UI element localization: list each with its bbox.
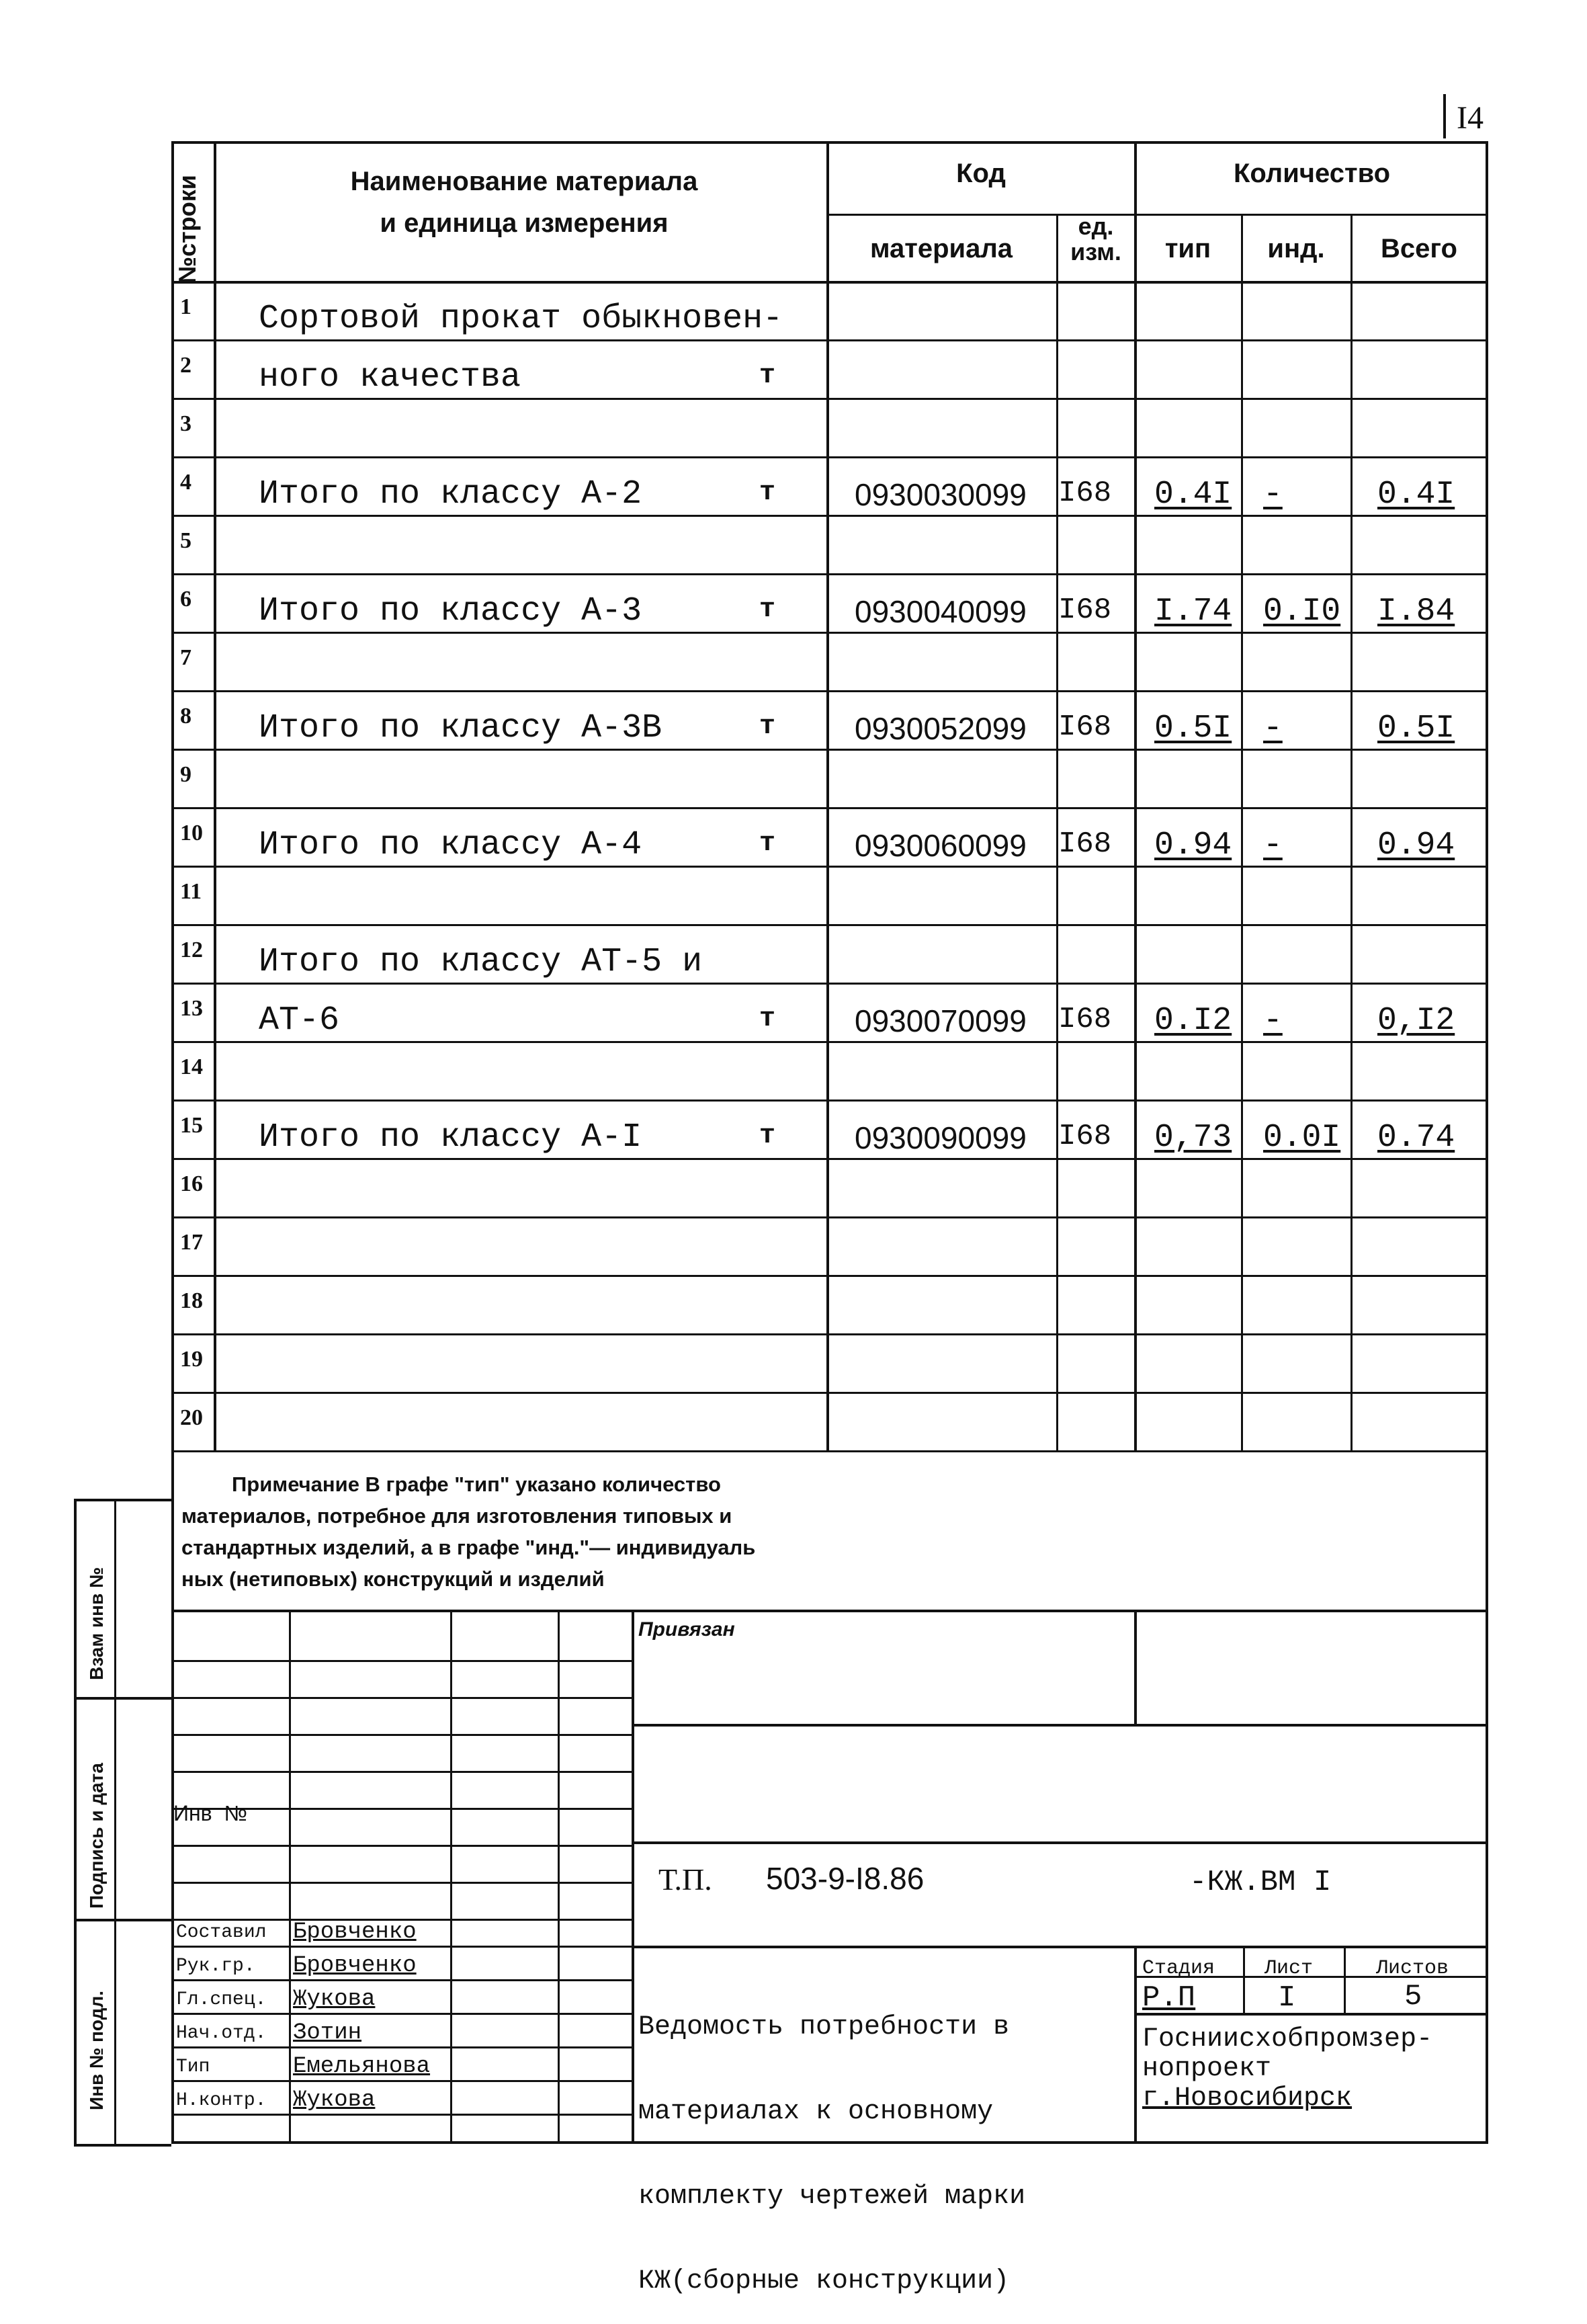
stamp-title-top — [632, 1946, 1488, 1948]
row-qty-total: 0.94 — [1377, 827, 1455, 864]
row-unit: т — [759, 1121, 776, 1151]
table-row-line — [171, 339, 1488, 341]
table-row-line — [171, 1041, 1488, 1043]
stamp-sig-row-line — [171, 2013, 632, 2015]
row-qty-ind: - — [1263, 1003, 1283, 1039]
side-frame-mid — [114, 1499, 116, 2144]
row-number: 9 — [180, 762, 191, 787]
signature-role: Нач.отд. — [176, 2023, 267, 2044]
privyazan-label: Привязан — [638, 1618, 735, 1641]
stamp-sig-row-line — [171, 1660, 632, 1662]
row-qty-total: I.84 — [1377, 593, 1455, 630]
row-material-name: Итого по классу А-I — [259, 1118, 642, 1157]
stamp-col-d — [632, 1610, 634, 2144]
table-row-line — [171, 1099, 1488, 1102]
stamp-sig-row-line — [171, 1734, 632, 1736]
header-name-line2: и единица измерения — [380, 208, 669, 238]
signature-name: Емельянова — [293, 2054, 431, 2079]
sheets-value: 5 — [1404, 1980, 1422, 2014]
header-quantity: Количество — [1233, 159, 1391, 188]
org-line3: г.Новосибирск — [1142, 2083, 1353, 2114]
side-label-podpis: Подпись и дата — [86, 1763, 107, 1909]
signature-role: Н.контр. — [176, 2090, 267, 2111]
row-material-name: Итого по классу А-4 — [259, 826, 642, 864]
row-number: 7 — [180, 645, 191, 670]
side-frame-top — [74, 1499, 171, 1501]
header-qty-total: Всего — [1381, 234, 1457, 263]
row-qty-ind: 0.I0 — [1263, 593, 1341, 630]
row-qty-ind: - — [1263, 710, 1283, 747]
signature-name: Зотин — [293, 2020, 362, 2046]
stamp-sig-row-line — [171, 1979, 632, 1981]
row-qty-ind: 0.0I — [1263, 1120, 1341, 1156]
row-number: 18 — [180, 1288, 203, 1313]
row-number: 14 — [180, 1054, 203, 1079]
drawing-mark: -КЖ.ВМ I — [1189, 1866, 1332, 1899]
header-divider — [826, 214, 1488, 216]
stamp-sig-row-line — [171, 1845, 632, 1847]
row-qty-ind: - — [1263, 476, 1283, 513]
row-qty-type: 0,73 — [1154, 1120, 1232, 1156]
signature-name: Бровченко — [293, 1919, 417, 1945]
page-number-bar — [1443, 94, 1446, 138]
table-row-line — [171, 398, 1488, 400]
tp-code: 503-9-I8.86 — [766, 1861, 925, 1896]
stamp-sig-row-line — [171, 2046, 632, 2048]
stage-value: Р.П — [1142, 1981, 1196, 2015]
stamp-sig-row-line — [171, 1808, 632, 1810]
row-number: 11 — [180, 879, 202, 904]
table-row-line — [171, 983, 1488, 985]
col-line-qty — [1134, 141, 1137, 1450]
signature-role: Гл.спец. — [176, 1989, 267, 2010]
stamp-col-a — [289, 1610, 291, 2144]
table-row-line — [171, 807, 1488, 809]
row-unit: т — [759, 1004, 776, 1034]
note-line2: материалов, потребное для изготовления типовых и — [181, 1504, 732, 1528]
sheet-label: Лист — [1264, 1957, 1314, 1980]
col-line-name — [826, 141, 829, 1450]
row-number: 5 — [180, 528, 191, 553]
row-number: 10 — [180, 821, 203, 845]
stamp-sig-row-line — [171, 2114, 632, 2116]
signature-role: Рук.гр. — [176, 1956, 255, 1977]
row-material-name: АТ-6 — [259, 1001, 340, 1040]
org-line2: нопроект — [1142, 2054, 1272, 2084]
row-material-name: Итого по классу А-3 — [259, 592, 642, 630]
table-row-line — [171, 924, 1488, 926]
row-material-name: Итого по классу АТ-5 и — [259, 943, 703, 981]
stamp-privyazan-bottom — [632, 1724, 1488, 1727]
table-row-line — [171, 632, 1488, 634]
stamp-col-b — [450, 1610, 452, 2144]
row-number: 3 — [180, 411, 191, 436]
table-row-line — [171, 1450, 1488, 1452]
row-material-code: 0930040099 — [855, 594, 1027, 629]
note-line4: ных (нетиповых) конструкций и изделий — [181, 1567, 605, 1591]
signature-name: Жукова — [293, 1987, 376, 2012]
row-unit: т — [759, 361, 776, 391]
row-material-code: 0930070099 — [855, 1003, 1027, 1038]
signature-name: Жукова — [293, 2087, 376, 2113]
row-material-name: Сортовой прокат обыкновен- — [259, 300, 783, 338]
stamp-col-sheets — [1344, 1946, 1346, 2013]
stamp-sig-row-line — [171, 1697, 632, 1699]
row-qty-type: I.74 — [1154, 593, 1232, 630]
row-qty-type: 0.4I — [1154, 476, 1232, 513]
sheet-value: I — [1278, 1981, 1296, 2015]
inv-no-label: Инв № — [173, 1801, 247, 1825]
row-qty-ind: - — [1263, 827, 1283, 864]
row-unit: т — [759, 829, 776, 859]
row-number: 15 — [180, 1113, 203, 1138]
row-number: 8 — [180, 704, 191, 729]
note-line3: стандартных изделий, а в графе "инд."— индивидуаль — [181, 1536, 756, 1559]
side-frame-bottom — [74, 2144, 171, 2147]
row-qty-total: 0.5I — [1377, 710, 1455, 747]
title-line-3: комплекту чертежей марки — [638, 2182, 1026, 2212]
stamp-sig-row-line — [171, 1771, 632, 1773]
stage-label: Стадия — [1142, 1957, 1215, 1980]
row-number: 16 — [180, 1171, 203, 1196]
stamp-col-e — [1134, 1610, 1137, 1724]
row-qty-total: 0,I2 — [1377, 1003, 1455, 1039]
header-qty-type: тип — [1164, 234, 1211, 263]
stamp-org-top — [1134, 2013, 1488, 2016]
row-material-name: ного качества — [259, 358, 521, 397]
document-title — [638, 1957, 1025, 2324]
signature-role: Составил — [176, 1922, 267, 1943]
note-bottom-line — [171, 1610, 1488, 1612]
table-row-line — [171, 1392, 1488, 1394]
table-row-line — [171, 515, 1488, 517]
table-row-line — [171, 1158, 1488, 1160]
stamp-stage-line — [1134, 1976, 1488, 1978]
table-row-line — [171, 866, 1488, 868]
row-number: 1 — [180, 294, 191, 319]
row-qty-total: 0.4I — [1377, 476, 1455, 513]
title-line-1: Ведомость потребности в — [638, 2012, 1010, 2042]
row-unit-code: I68 — [1058, 593, 1112, 627]
stamp-sig-row-line — [171, 2080, 632, 2082]
table-row-line — [171, 749, 1488, 751]
side-frame-left — [74, 1499, 77, 2144]
row-number: 13 — [180, 996, 203, 1021]
header-bottom-line — [171, 281, 1488, 284]
row-material-code: 0930090099 — [855, 1120, 1027, 1155]
row-material-name: Итого по классу А-2 — [259, 475, 642, 513]
side-frame-line2 — [74, 1919, 171, 1921]
row-qty-total: 0.74 — [1377, 1120, 1455, 1156]
org-line1: Гоcниисхобпромзер- — [1142, 2024, 1433, 2055]
row-number: 4 — [180, 470, 191, 495]
header-code: Код — [956, 159, 1006, 188]
row-number: 12 — [180, 938, 203, 962]
row-unit-code: I68 — [1058, 1120, 1112, 1153]
row-material-code: 0930052099 — [855, 711, 1027, 746]
table-row-line — [171, 690, 1488, 692]
table-row-line — [171, 1333, 1488, 1335]
note-line1: Примечание В графе "тип" указано количество — [232, 1472, 721, 1496]
row-material-name: Итого по классу А-3В — [259, 709, 662, 747]
row-number: 6 — [180, 587, 191, 612]
row-unit: т — [759, 595, 776, 625]
row-unit: т — [759, 712, 776, 742]
sheets-label: Листов — [1376, 1957, 1449, 1980]
header-qty-ind: инд. — [1267, 234, 1325, 263]
signature-role: Тип — [176, 2057, 210, 2077]
title-line-4: КЖ(сборные конструкции) — [638, 2266, 1010, 2296]
table-row-line — [171, 1216, 1488, 1218]
header-code-material: материала — [869, 234, 1013, 263]
header-name-line1: Наименование материала — [350, 167, 698, 196]
stamp-mid-line — [632, 1841, 1488, 1844]
tp-label: Т.П. — [658, 1862, 712, 1897]
row-qty-type: 0.5I — [1154, 710, 1232, 747]
title-line-2: материалах к основному — [638, 2097, 994, 2127]
table-row-line — [171, 456, 1488, 458]
stamp-sig-row-line — [171, 1946, 632, 1948]
side-label-vzam: Взам инв № — [86, 1567, 107, 1680]
row-unit-code: I68 — [1058, 710, 1112, 744]
page-number: I4 — [1457, 100, 1484, 136]
row-unit-code: I68 — [1058, 827, 1112, 861]
row-number: 19 — [180, 1347, 203, 1372]
table-row-line — [171, 573, 1488, 575]
side-label-inv-podl: Инв № подл. — [86, 1990, 107, 2110]
col-line-no — [214, 141, 216, 1450]
header-row-no: №строки — [173, 175, 201, 284]
side-frame-line1 — [74, 1697, 171, 1700]
row-unit-code: I68 — [1058, 1003, 1112, 1036]
stamp-col-sheet — [1243, 1946, 1245, 2013]
row-qty-type: 0.I2 — [1154, 1003, 1232, 1039]
table-row-line — [171, 1275, 1488, 1277]
row-qty-type: 0.94 — [1154, 827, 1232, 864]
stamp-sig-row-line — [171, 1882, 632, 1884]
stamp-col-c — [558, 1610, 560, 2144]
row-unit-code: I68 — [1058, 476, 1112, 510]
row-material-code: 0930030099 — [855, 477, 1027, 512]
row-number: 2 — [180, 353, 191, 378]
row-unit: т — [759, 478, 776, 508]
row-number: 20 — [180, 1405, 203, 1430]
row-number: 17 — [180, 1230, 203, 1255]
signature-name: Бровченко — [293, 1953, 417, 1979]
header-code-unit: ед. изм. — [1070, 212, 1121, 265]
row-material-code: 0930060099 — [855, 828, 1027, 863]
